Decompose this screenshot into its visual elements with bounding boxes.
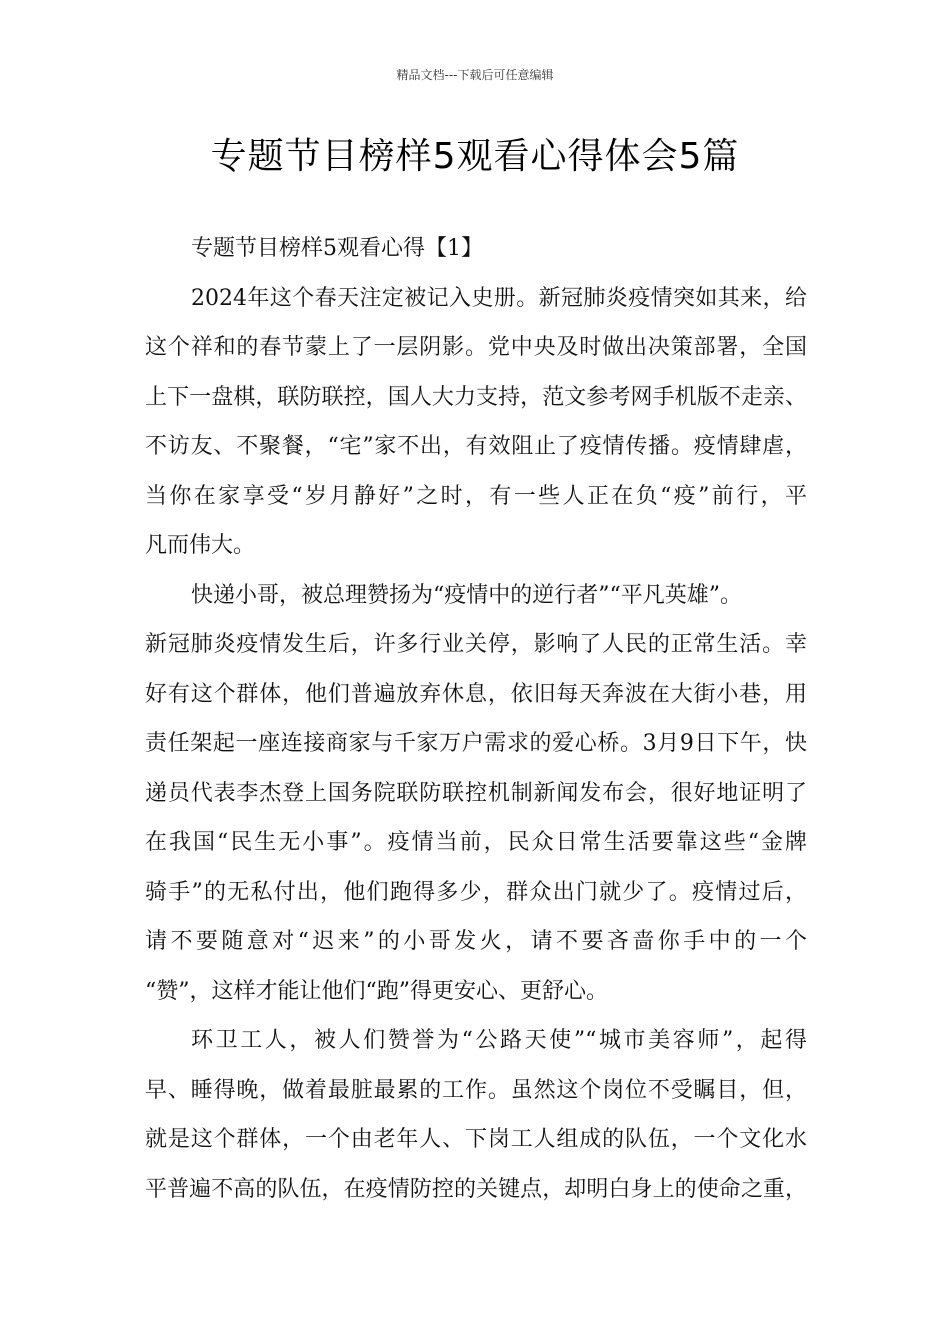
header-note: 精品文档---下载后可任意编辑 <box>396 68 554 82</box>
document-title: 专题节目榜样5观看心得体会5篇 <box>210 136 740 177</box>
text-line: 快递小哥，被总理赞扬为“疫情中的逆行者”“平凡英雄”。 <box>191 582 742 608</box>
text-line: 责任架起一座连接商家与千家万户需求的爱心桥。3月9日下午，快 <box>145 731 807 756</box>
text-line: 早、睡得晚，做着最脏最累的工作。虽然这个岗位不受瞩目，但， <box>145 1077 807 1103</box>
text-line: “赞”，这样才能让他们“跑”得更安心、更舒心。 <box>145 978 608 1004</box>
text-line: 专题节目榜样5观看心得【1】 <box>191 236 483 261</box>
text-line: 请不要随意对“迟来”的小哥发火，请不要吝啬你手中的一个 <box>145 929 807 954</box>
text-line: 凡而伟大。 <box>145 533 256 558</box>
text-line: 新冠肺炎疫情发生后，许多行业关停，影响了人民的正常生活。幸 <box>145 632 807 657</box>
text-line: 当你在家享受“岁月静好”之时，有一些人正在负“疫”前行，平 <box>145 483 807 509</box>
text-line: 骑手”的无私付出，他们跑得多少，群众出门就少了。疫情过后， <box>145 879 807 905</box>
text-line: 好有这个群体，他们普遍放弃休息，依旧每天奔波在大街小巷，用 <box>145 681 807 707</box>
text-line: 递员代表李杰登上国务院联防联控机制新闻发布会，很好地证明了 <box>145 780 807 806</box>
text-line: 不访友、不聚餐，“宅”家不出，有效阻止了疫情传播。疫情肆虐， <box>145 434 807 459</box>
document-body <box>145 224 807 1214</box>
text-line: 这个祥和的春节蒙上了一层阴影。党中央及时做出决策部署，全国 <box>145 335 807 360</box>
text-line: 2024年这个春天注定被记入史册。新冠肺炎疫情突如其来，给 <box>191 285 807 311</box>
text-line: 就是这个群体，一个由老年人、下岗工人组成的队伍，一个文化水 <box>145 1127 807 1152</box>
text-line: 环卫工人，被人们赞誉为“公路天使”“城市美容师”，起得 <box>191 1028 807 1053</box>
text-line: 平普遍不高的队伍，在疫情防控的关键点，却明白身上的使命之重， <box>145 1176 807 1202</box>
text-line: 上下一盘棋，联防联控，国人大力支持，范文参考网手机版不走亲、 <box>145 384 807 410</box>
text-line: 在我国“民生无小事”。疫情当前，民众日常生活要靠这些“金牌 <box>145 830 807 855</box>
